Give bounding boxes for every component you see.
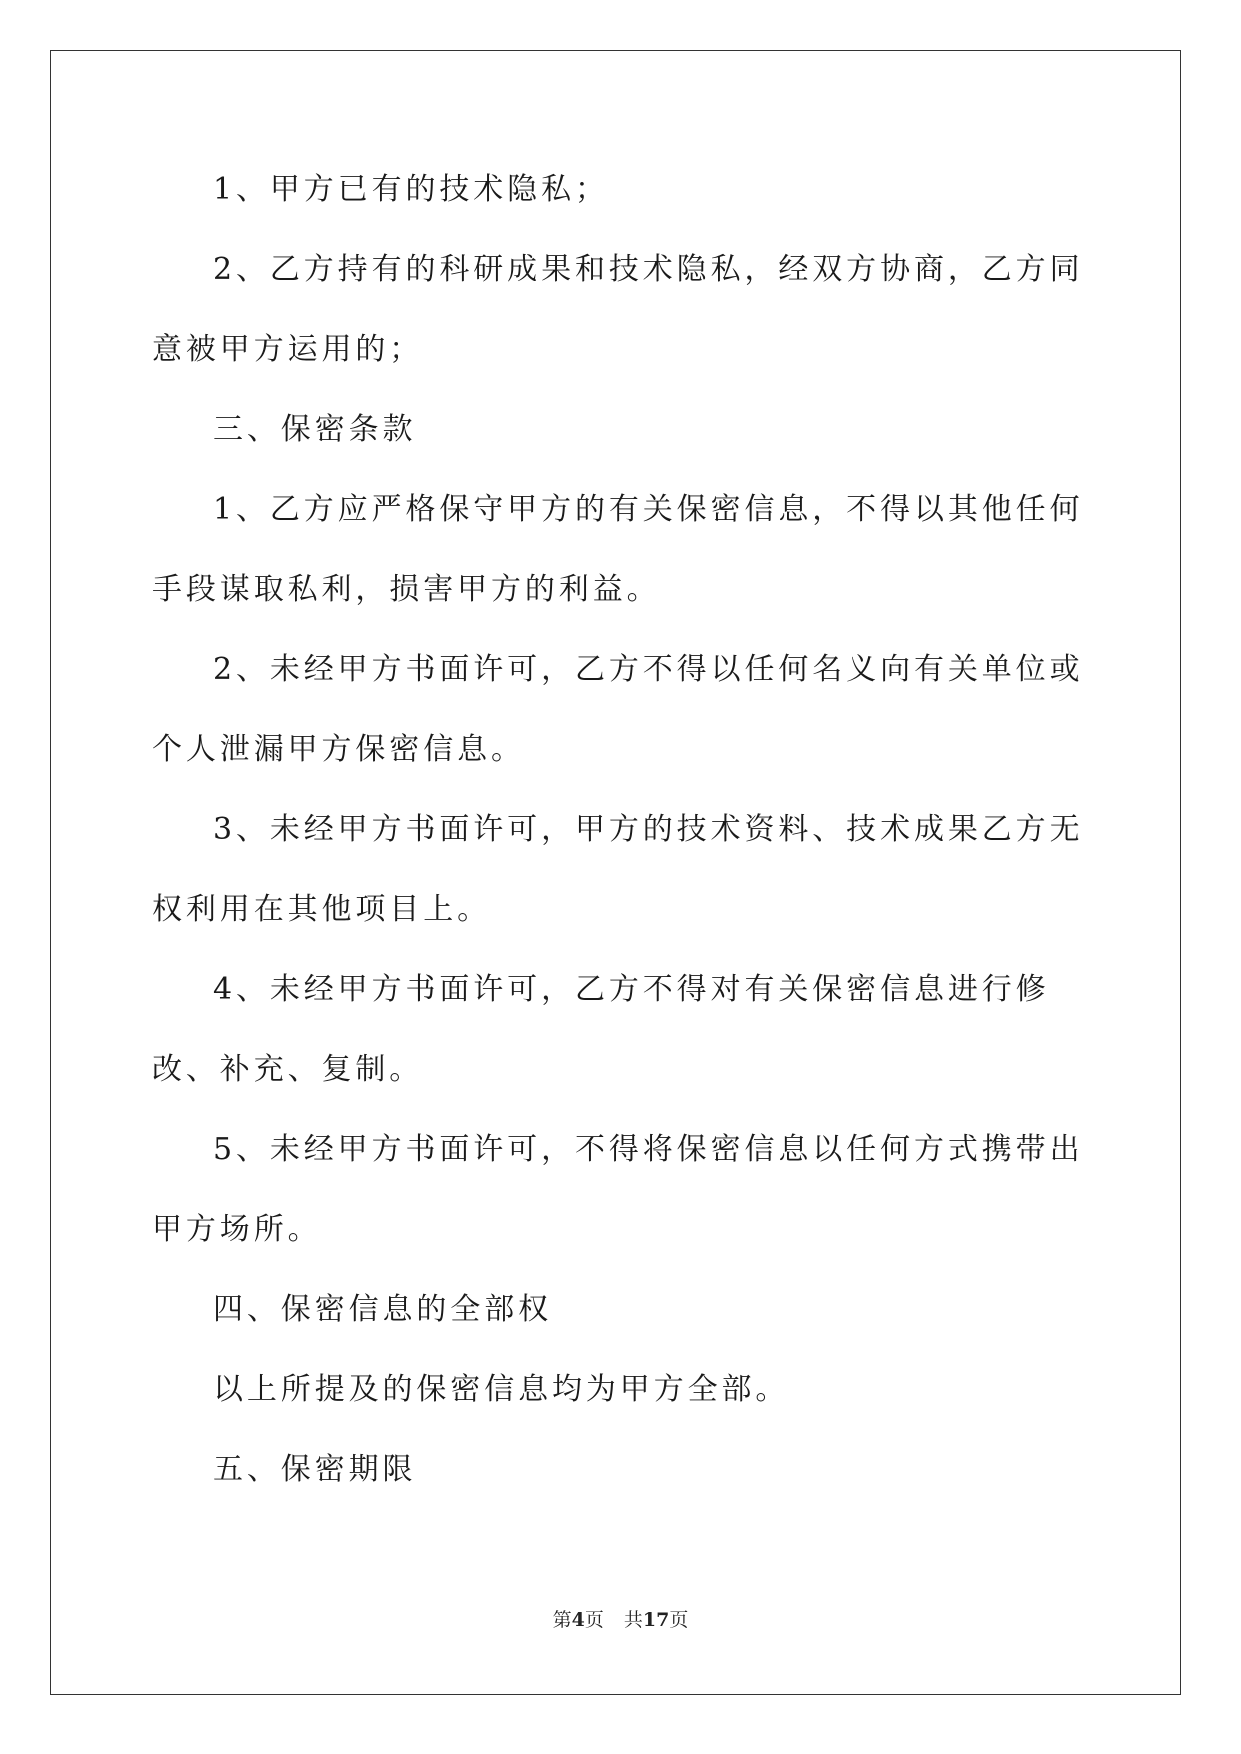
document-body [152,150,1087,1510]
paragraph-5: 2、未经甲方书面许可，乙方不得以任何名义向有关单位或个人泄漏甲方保密信息。 [152,652,1084,767]
paragraph-1: 1、甲方已有的技术隐私； [213,172,609,207]
footer-total-suffix: 页 [669,1609,689,1631]
paragraph-10: 以上所提及的保密信息均为甲方全部。 [213,1372,790,1407]
footer-total-pages: 17 [642,1609,670,1631]
footer-page-prefix: 第 [552,1609,572,1631]
footer-page-number: 4 [571,1609,585,1631]
paragraph-4: 1、乙方应严格保守甲方的有关保密信息，不得以其他任何手段谋取私利，损害甲方的利益。 [152,492,1084,607]
paragraph-6: 3、未经甲方书面许可，甲方的技术资料、技术成果乙方无权利用在其他项目上。 [152,812,1084,927]
footer-total-prefix: 共 [623,1609,643,1631]
page-footer [0,1605,1241,1632]
footer-page-suffix: 页 [584,1609,604,1631]
section-heading-4: 四、保密信息的全部权 [213,1292,552,1327]
section-heading-5: 五、保密期限 [213,1452,417,1487]
paragraph-7: 4、未经甲方书面许可，乙方不得对有关保密信息进行修改、补充、复制。 [152,972,1050,1087]
paragraph-2: 2、乙方持有的科研成果和技术隐私，经双方协商，乙方同意被甲方运用的； [152,252,1084,367]
paragraph-8: 5、未经甲方书面许可，不得将保密信息以任何方式携带出甲方场所。 [152,1132,1084,1247]
section-heading-3: 三、保密条款 [213,412,417,447]
